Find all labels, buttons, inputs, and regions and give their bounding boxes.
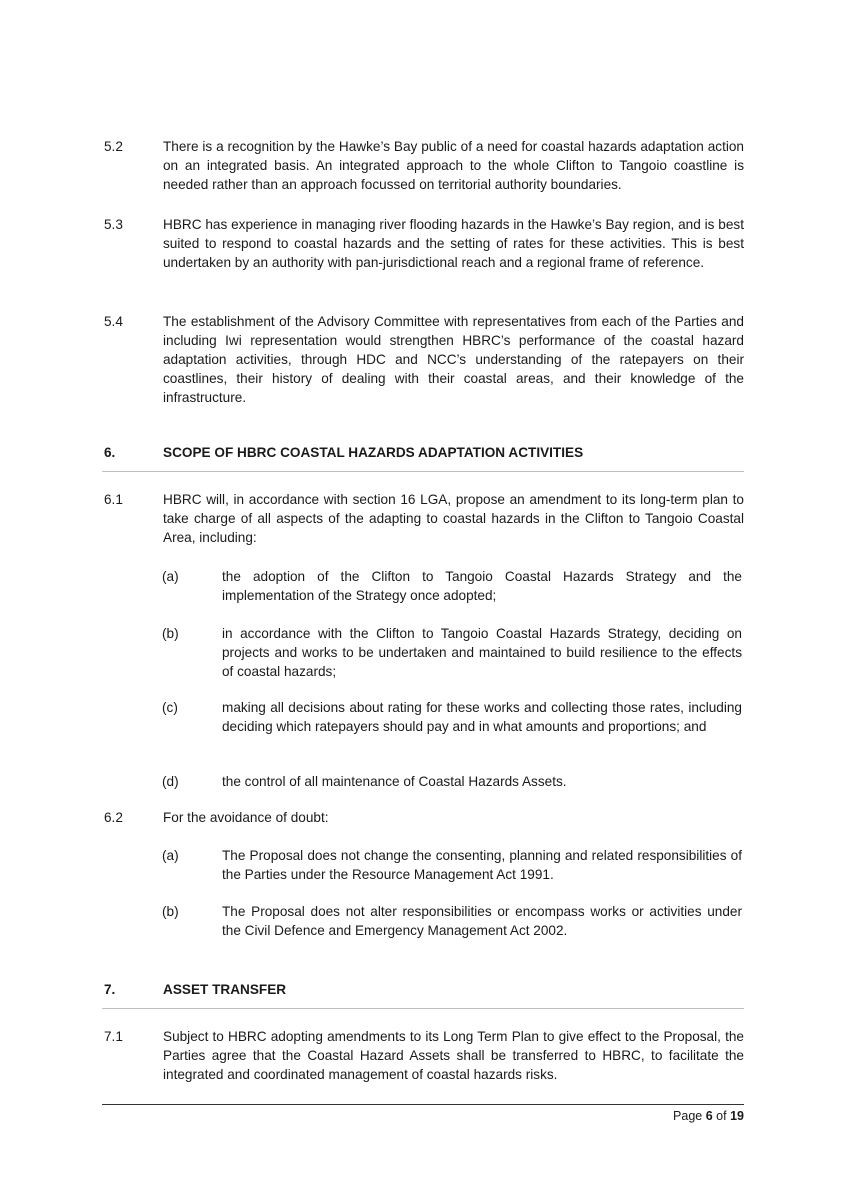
list-item-label: (a) xyxy=(162,848,179,863)
section-heading-7 xyxy=(104,980,744,999)
paragraph-text: Subject to HBRC adopting amendments to its Long Term Plan to give effect to the Proposal, the Parties agree that the Coastal Hazard Assets shall be transferred to HBRC, to facilitate the integrated and coordinated management of coastal hazards risks. xyxy=(163,1029,744,1082)
total-pages: 19 xyxy=(730,1109,744,1123)
list-item-text: The Proposal does not alter responsibilities or encompass works or activities under the Civil Defence and Emergency Management Act 2002. xyxy=(222,904,742,938)
list-item-label: (b) xyxy=(162,904,179,919)
section-number: 6. xyxy=(104,445,116,460)
list-item-6-1-c xyxy=(162,698,744,736)
paragraph-text: For the avoidance of doubt: xyxy=(163,810,329,825)
list-item-text: making all decisions about rating for these works and collecting those rates, including deciding which ratepayers should pay and in what amounts and proportions; and xyxy=(222,700,742,734)
paragraph-text: The establishment of the Advisory Committee with representatives from each of the Parties and including Iwi representation would strengthen HBRC’s performance of the coastal hazard adaptation activities, through HDC and NCC’s understanding of the ratepayers on their coastlines, their history of dealing with their coastal areas, and their knowledge of the infrastructure. xyxy=(163,314,744,405)
list-item-text: The Proposal does not change the consenting, planning and related responsibilities of the Parties under the Resource Management Act 1991. xyxy=(222,848,742,882)
list-item-label: (d) xyxy=(162,774,179,789)
list-item-6-2-b xyxy=(162,902,744,940)
list-item-text: the adoption of the Clifton to Tangoio Coastal Hazards Strategy and the implementation of the Strategy once adopted; xyxy=(222,569,742,603)
list-item-label: (b) xyxy=(162,626,179,641)
paragraph-6-1 xyxy=(104,490,744,547)
paragraph-text: There is a recognition by the Hawke’s Bay public of a need for coastal hazards adaptation action on an integrated basis. An integrated approach to the whole Clifton to Tangoio coastline is needed rather than an approach focussed on territorial authority boundaries. xyxy=(163,139,744,192)
paragraph-number: 7.1 xyxy=(104,1029,123,1044)
paragraph-5-3 xyxy=(104,215,744,272)
list-item-6-1-a xyxy=(162,567,744,605)
list-item-text: the control of all maintenance of Coastal Hazards Assets. xyxy=(222,774,567,789)
list-item-6-1-d xyxy=(162,772,744,791)
paragraph-5-2 xyxy=(104,137,744,194)
paragraph-number: 5.3 xyxy=(104,217,123,232)
paragraph-text: HBRC has experience in managing river flooding hazards in the Hawke’s Bay region, and is best suited to respond to coastal hazards and the setting of rates for these activities. This is best undertaken by an authority with pan-jurisdictional reach and a regional frame of reference. xyxy=(163,217,744,270)
paragraph-number: 6.2 xyxy=(104,810,123,825)
page-label: Page xyxy=(673,1109,703,1123)
list-item-6-2-a xyxy=(162,846,744,884)
section-number: 7. xyxy=(104,982,116,997)
paragraph-6-2 xyxy=(104,808,744,827)
section-title: ASSET TRANSFER xyxy=(163,982,287,997)
footer-divider xyxy=(102,1104,744,1105)
list-item-6-1-b xyxy=(162,624,744,681)
section-heading-6 xyxy=(104,443,744,462)
list-item-label: (c) xyxy=(162,700,178,715)
list-item-label: (a) xyxy=(162,569,179,584)
paragraph-5-4 xyxy=(104,312,744,407)
section-divider xyxy=(102,1008,744,1009)
paragraph-7-1 xyxy=(104,1027,744,1084)
paragraph-number: 5.4 xyxy=(104,314,123,329)
current-page: 6 xyxy=(705,1109,713,1123)
list-item-text: in accordance with the Clifton to Tangoio Coastal Hazards Strategy, deciding on projects and works to be undertaken and maintained to build resilience to the effects of coastal hazards; xyxy=(222,626,742,679)
page-of-label: of xyxy=(716,1109,727,1123)
section-title: SCOPE OF HBRC COASTAL HAZARDS ADAPTATION ACTIVITIES xyxy=(163,445,584,460)
paragraph-text: HBRC will, in accordance with section 16 LGA, propose an amendment to its long-term plan to take charge of all aspects of the adapting to coastal hazards in the Clifton to Tangoio Coastal Area, including: xyxy=(163,492,744,545)
page-number xyxy=(673,1108,744,1124)
section-divider xyxy=(102,471,744,472)
paragraph-number: 6.1 xyxy=(104,492,123,507)
paragraph-number: 5.2 xyxy=(104,139,123,154)
